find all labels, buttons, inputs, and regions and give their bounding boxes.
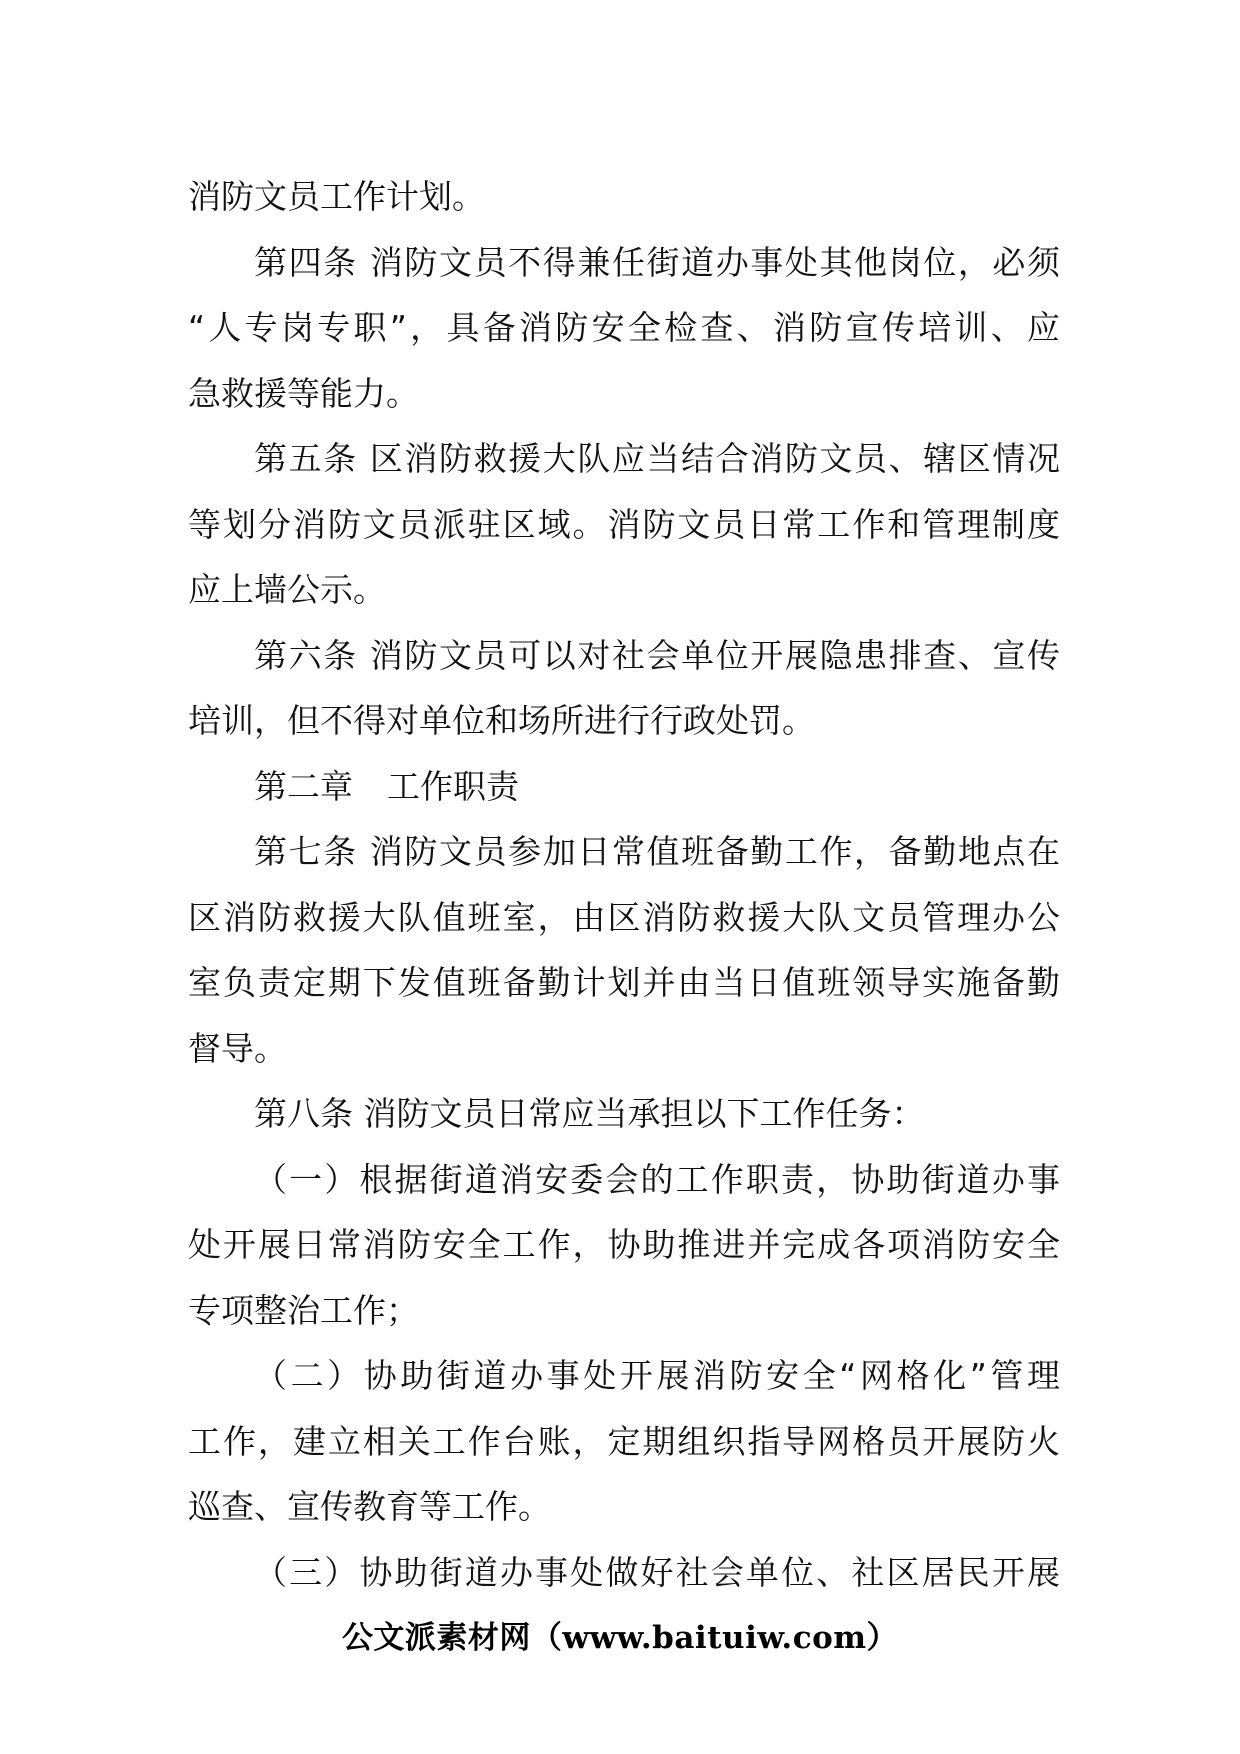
text-line: 巡查、宣传教育等工作。 <box>188 1487 551 1526</box>
footer-watermark: 公文派素材网（www.baituiw.com） <box>341 1620 899 1656</box>
text-line: 区消防救援大队值班室，由区消防救援大队文员管理办公 <box>188 897 1060 937</box>
text-line: 等划分消防文员派驻区域。消防文员日常工作和管理制度 <box>188 504 1060 544</box>
text-line: 处开展日常消防安全工作，协助推进并完成各项消防安全 <box>188 1225 1060 1264</box>
text-line: 工作，建立相关工作台账，定期组织指导网格员开展防火 <box>188 1421 1060 1461</box>
text-line: “人专岗专职”，具备消防安全检查、消防宣传培训、应 <box>188 308 1060 347</box>
item-2-line: （二）协助街道办事处开展消防安全“网格化”管理 <box>254 1356 1060 1395</box>
chapter-heading <box>188 754 1060 820</box>
text-line: 室负责定期下发值班备勤计划并由当日值班领导实施备勤 <box>188 963 1060 1002</box>
article-8-line: 第八条 消防文员日常应当承担以下工作任务： <box>254 1094 925 1133</box>
document-body <box>188 164 1060 1605</box>
article-4-line: 第四条 消防文员不得兼任街道办事处其他岗位，必须 <box>254 242 1060 282</box>
text-line: 专项整治工作； <box>188 1290 419 1330</box>
text-line: 培训，但不得对单位和场所进行行政处罚。 <box>188 701 815 740</box>
article-5-line: 第五条 区消防救援大队应当结合消防文员、辖区情况 <box>254 439 1060 478</box>
text-line: 应上墙公示。 <box>188 570 386 609</box>
item-3-line: （三）协助街道办事处做好社会单位、社区居民开展 <box>254 1552 1060 1592</box>
text-line: 急救援等能力。 <box>188 373 419 413</box>
article-6-line: 第六条 消防文员可以对社会单位开展隐患排查、宣传 <box>254 635 1060 675</box>
article-7-line: 第七条 消防文员参加日常值班备勤工作，备勤地点在 <box>254 832 1060 871</box>
text-line: 督导。 <box>188 1028 287 1068</box>
chapter-title: 工作职责 <box>387 766 519 806</box>
chapter-number: 第二章 <box>254 766 353 806</box>
item-1-line: （一）根据街道消安委会的工作职责，协助街道办事 <box>254 1159 1060 1199</box>
text-line: 消防文员工作计划。 <box>188 177 485 216</box>
